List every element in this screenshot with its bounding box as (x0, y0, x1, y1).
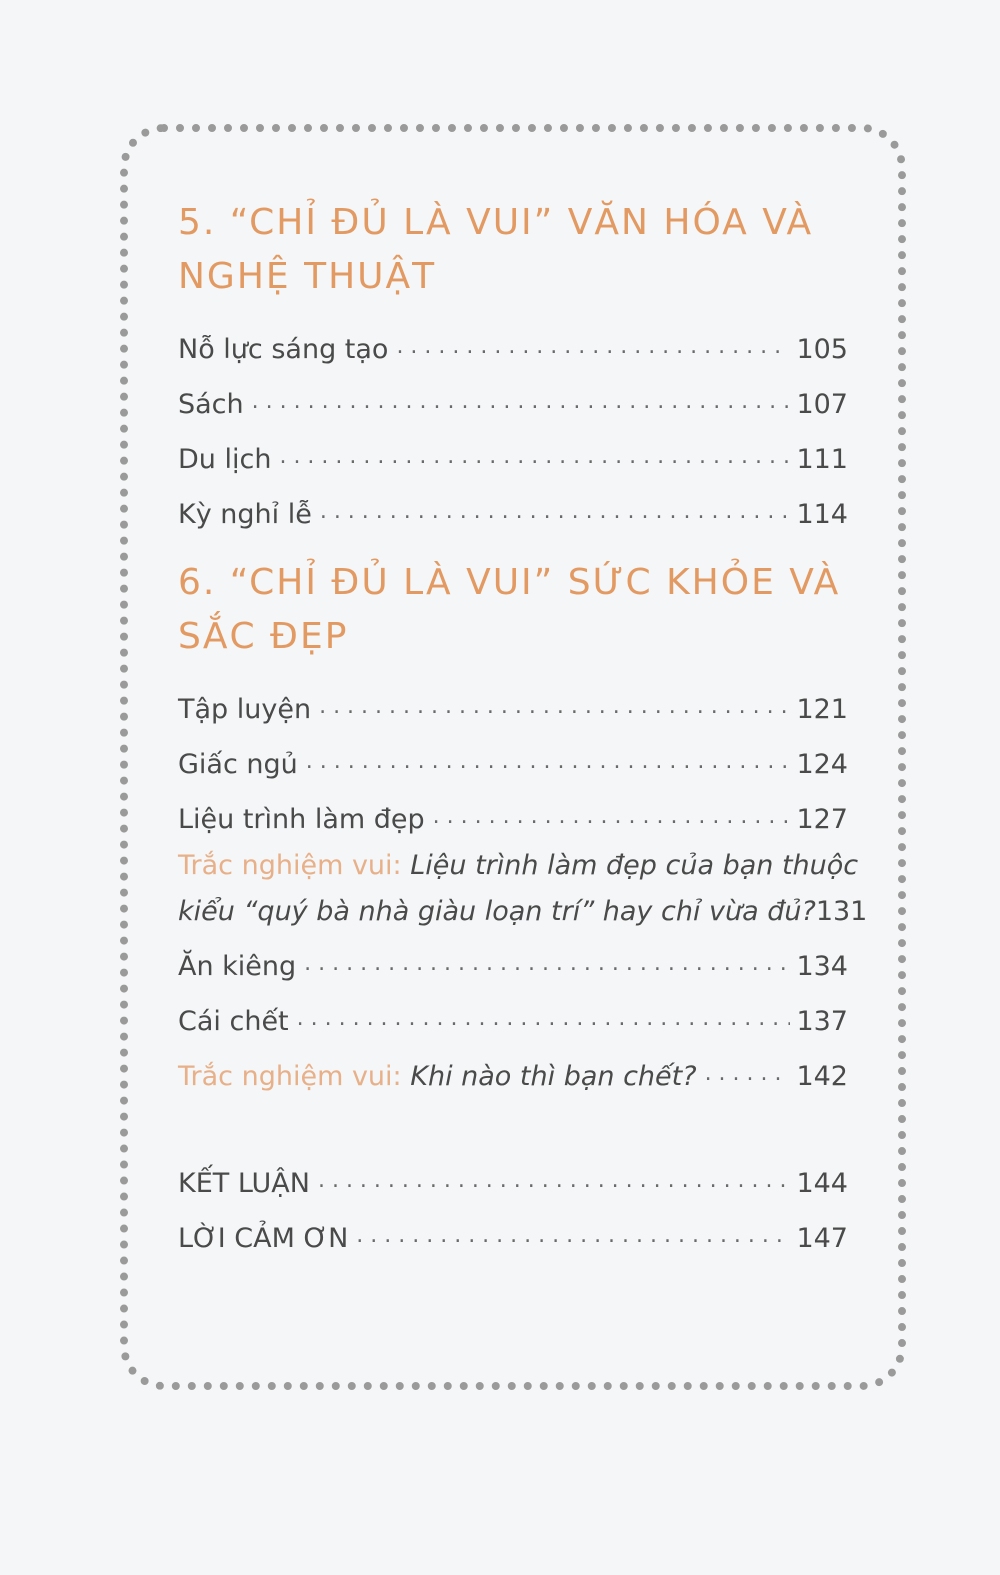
toc-entry-label: Ăn kiêng (178, 951, 297, 982)
toc-entry-page: 144 (796, 1168, 848, 1199)
toc-entry-label: Giấc ngủ (178, 749, 298, 780)
toc-entry-label: Sách (178, 389, 244, 420)
quiz-entry-line-1[interactable] (178, 835, 859, 881)
leader-dots (356, 1223, 790, 1248)
toc-entry-page: 111 (796, 444, 848, 475)
leader-dots (306, 749, 791, 774)
toc-entry[interactable] (178, 475, 848, 530)
toc-entry[interactable] (178, 780, 848, 835)
toc-entry-page: 107 (796, 389, 848, 420)
toc-entry-page: 134 (796, 951, 848, 982)
toc-entry-label: Nỗ lực sáng tạo (178, 334, 389, 365)
toc-entry-page: 124 (796, 749, 848, 780)
leader-dots (304, 951, 790, 976)
toc-entry-label: LỜI CẢM ƠN (178, 1223, 349, 1254)
quiz-entry-line-2[interactable] (178, 881, 868, 927)
section-5-heading: 5. “CHỈ ĐỦ LÀ VUI” VĂN HÓA VÀ NGHỆ THUẬT (178, 202, 814, 297)
toc-entry-label: KẾT LUẬN (178, 1168, 310, 1199)
toc-entry-page: 127 (796, 804, 848, 835)
toc-entry[interactable] (178, 670, 848, 725)
leader-dots (320, 499, 791, 524)
toc-entry-page: 114 (796, 499, 848, 530)
quiz-title-line-2: kiểu “quý bà nhà giàu loạn trí” hay chỉ vừa đủ? (178, 896, 816, 927)
quiz-entry[interactable] (178, 1037, 848, 1092)
toc-entry-label: Du lịch (178, 444, 272, 475)
toc-entry[interactable] (178, 420, 848, 475)
toc-content (178, 196, 868, 1254)
leader-dots (318, 1168, 790, 1193)
toc-entry[interactable] (178, 982, 848, 1037)
quiz-entry-text (178, 1061, 697, 1092)
toc-entry-label: Cái chết (178, 1006, 289, 1037)
toc-entry-label: Tập luyện (178, 694, 312, 725)
toc-entry-page: 121 (796, 694, 848, 725)
toc-entry-conclusion[interactable] (178, 1144, 848, 1199)
toc-entry-page: 105 (796, 334, 848, 365)
toc-entry-label: Liệu trình làm đẹp (178, 804, 425, 835)
toc-entry-label: Kỳ nghỉ lễ (178, 499, 312, 530)
leader-dots (279, 444, 790, 469)
toc-entry[interactable] (178, 725, 848, 780)
quiz-prefix: Trắc nghiệm vui: (178, 850, 402, 881)
toc-entry-page: 142 (796, 1061, 848, 1092)
quiz-title-line-1: Liệu trình làm đẹp của bạn thuộc (410, 850, 859, 881)
spacer (178, 1092, 848, 1144)
toc-entry-page: 137 (796, 1006, 848, 1037)
toc-entry-page: 147 (796, 1223, 848, 1254)
leader-dots (252, 389, 791, 414)
leader-dots (433, 804, 791, 829)
quiz-prefix: Trắc nghiệm vui: (178, 1061, 402, 1092)
leader-dots (396, 334, 790, 359)
toc-entry-acknowledgements[interactable] (178, 1199, 848, 1254)
toc-entry[interactable] (178, 365, 848, 420)
section-6-heading: 6. “CHỈ ĐỦ LÀ VUI” SỨC KHỎE VÀ SẮC ĐẸP (178, 562, 841, 657)
quiz-title: Khi nào thì bạn chết? (410, 1061, 697, 1092)
toc-entry[interactable] (178, 927, 848, 982)
toc-entry-page: 131 (815, 896, 868, 927)
leader-dots (705, 1061, 791, 1086)
toc-entry[interactable] (178, 310, 848, 365)
leader-dots (319, 694, 790, 719)
leader-dots (297, 1006, 791, 1031)
